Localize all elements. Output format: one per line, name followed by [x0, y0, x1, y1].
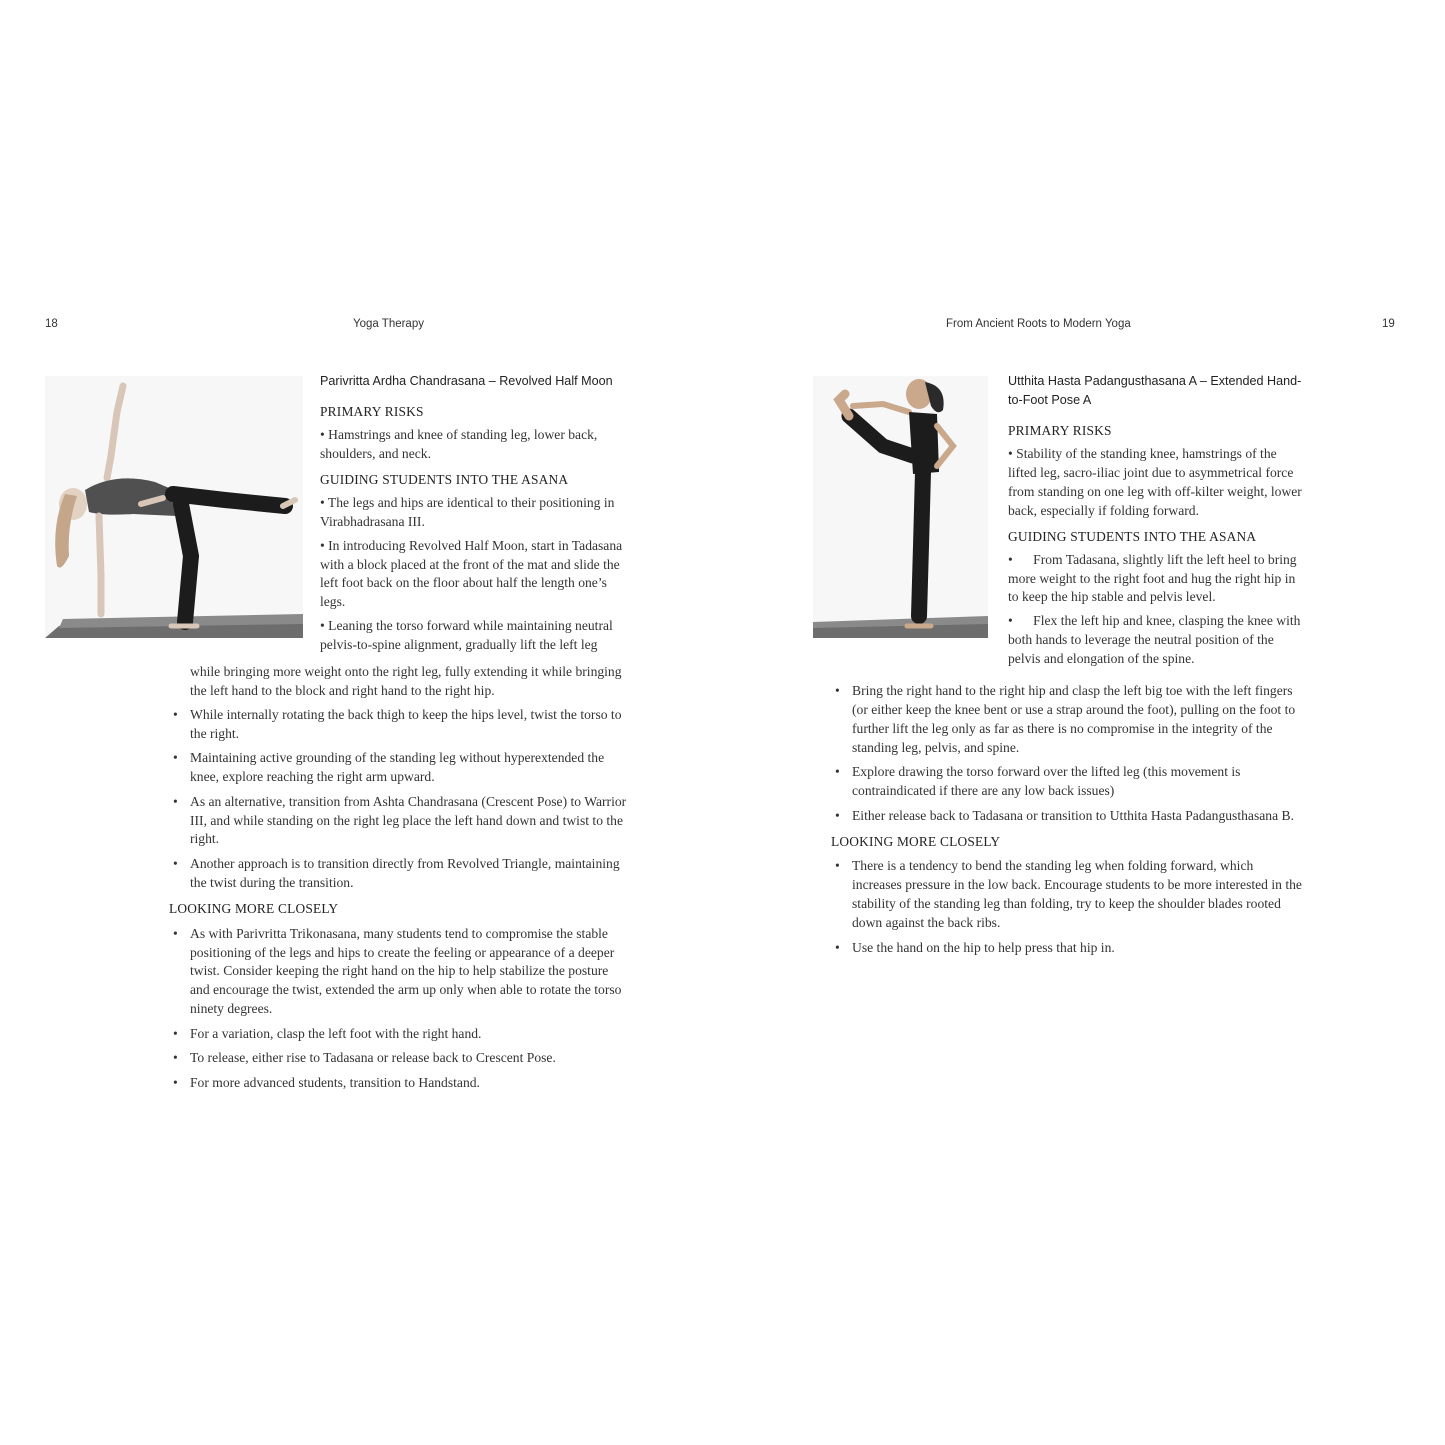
guiding-list	[169, 706, 631, 893]
list-item: • Maintaining active grounding of the standing leg without hyperextended the knee, explore reaching the right arm upward.	[169, 749, 631, 787]
looking-heading: LOOKING MORE CLOSELY	[169, 900, 339, 916]
page-number: 19	[1382, 318, 1395, 330]
guiding-item-1: • The legs and hips are identical to their positioning in Virabhadrasana III.	[320, 494, 615, 529]
list-item: • To release, either rise to Tadasana or release back to Crescent Pose.	[169, 1049, 631, 1068]
guiding-list	[831, 682, 1303, 826]
looking-heading: LOOKING MORE CLOSELY	[831, 833, 1001, 849]
primary-risks-text: • Stability of the standing knee, hamstrings of the lifted leg, sacro-iliac joint due to asymmetrical force from standing on one leg with off-kilter weight, lower back, especially if folding forward.	[1008, 446, 1302, 518]
pose-header-block	[1008, 372, 1303, 669]
revolved-half-moon-photo	[45, 376, 303, 638]
left-body-block	[169, 663, 631, 1098]
primary-risks-text: • Hamstrings and knee of standing leg, lower back, shoulders, and neck.	[320, 427, 598, 461]
looking-list	[169, 925, 631, 1093]
list-item: • While internally rotating the back thigh to keep the hips level, twist the torso to the right.	[169, 706, 631, 744]
guiding-item-3: • Leaning the torso forward while maintaining neutral pelvis-to-spine alignment, gradually lift the left leg	[320, 618, 613, 653]
yoga-pose-figure-icon	[45, 376, 303, 638]
right-page	[723, 0, 1445, 1445]
list-item: • As an alternative, transition from Ashta Chandrasana (Crescent Pose) to Warrior III, and while standing on the right leg place the left hand down and twist to the right.	[169, 793, 631, 850]
list-item: • Explore drawing the torso forward over the lifted leg (this movement is contraindicated if there are any low back issues)	[831, 763, 1303, 801]
primary-risks-heading: PRIMARY RISKS	[1008, 423, 1112, 438]
list-item: • There is a tendency to bend the standing leg when folding forward, which increases pressure in the low back. Encourage students to be more interested in the stability of the standing leg than folding, try to keep the shoulder blades rooted down against the back ribs.	[831, 857, 1303, 933]
running-head: From Ancient Roots to Modern Yoga	[946, 318, 1131, 330]
list-item: • Another approach is to transition directly from Revolved Triangle, maintaining the twist during the transition.	[169, 855, 631, 893]
guiding-item-1: • From Tadasana, slightly lift the left heel to bring more weight to the right foot and hug the right hip in to keep the hip stable and pelvis level.	[1008, 551, 1301, 605]
yoga-pose-figure-icon	[813, 376, 988, 638]
guiding-heading: GUIDING STUDENTS INTO THE ASANA	[320, 471, 569, 487]
guiding-item-2: • Flex the left hip and knee, clasping the knee with both hands to leverage the neutral position of the pelvis and elongation of the spine.	[1008, 613, 1304, 667]
guiding-item-2: • In introducing Revolved Half Moon, start in Tadasana with a block placed at the front of the mat and slide the left foot back on the floor about half the length one’s legs.	[320, 537, 623, 610]
list-item: • As with Parivritta Trikonasana, many students tend to compromise the stable positioning of the legs and hips to create the feeling or appearance of a deeper twist. Consider keeping the right hand on the hip to help stabilize the posture and encourage the twist, extended the arm up only when able to rotate the torso ninety degrees.	[169, 925, 631, 1020]
list-item: • Use the hand on the hip to help press that hip in.	[831, 939, 1303, 958]
pose-title: Parivritta Ardha Chandrasana – Revolved Half Moon	[320, 374, 613, 388]
pose-header-block	[320, 372, 632, 655]
looking-list	[831, 857, 1303, 957]
running-head: Yoga Therapy	[353, 318, 424, 330]
list-item: • For a variation, clasp the left foot with the right hand.	[169, 1025, 631, 1044]
list-item: • For more advanced students, transition to Handstand.	[169, 1074, 631, 1093]
list-item: • Either release back to Tadasana or transition to Utthita Hasta Padangusthasana B.	[831, 807, 1303, 826]
right-body-block	[831, 682, 1303, 963]
pose-title: Utthita Hasta Padangusthasana A – Extended Hand-to-Foot Pose A	[1008, 374, 1302, 407]
left-page	[0, 0, 722, 1445]
guiding-heading: GUIDING STUDENTS INTO THE ASANA	[1008, 528, 1257, 544]
list-item: • Bring the right hand to the right hip and clasp the left big toe with the left fingers (or either keep the knee bent or use a strap around the foot), pulling on the foot to further lift the leg only as far as there is no compromise in the integrity of the standing leg, pelvis, and spine.	[831, 682, 1303, 758]
extended-hand-to-foot-photo	[813, 376, 988, 638]
guiding-continuation: while bringing more weight onto the right leg, fully extending it while bringing the left hand to the block and right hand to the right hip.	[190, 664, 622, 698]
page-number: 18	[45, 318, 58, 330]
primary-risks-heading: PRIMARY RISKS	[320, 404, 424, 419]
